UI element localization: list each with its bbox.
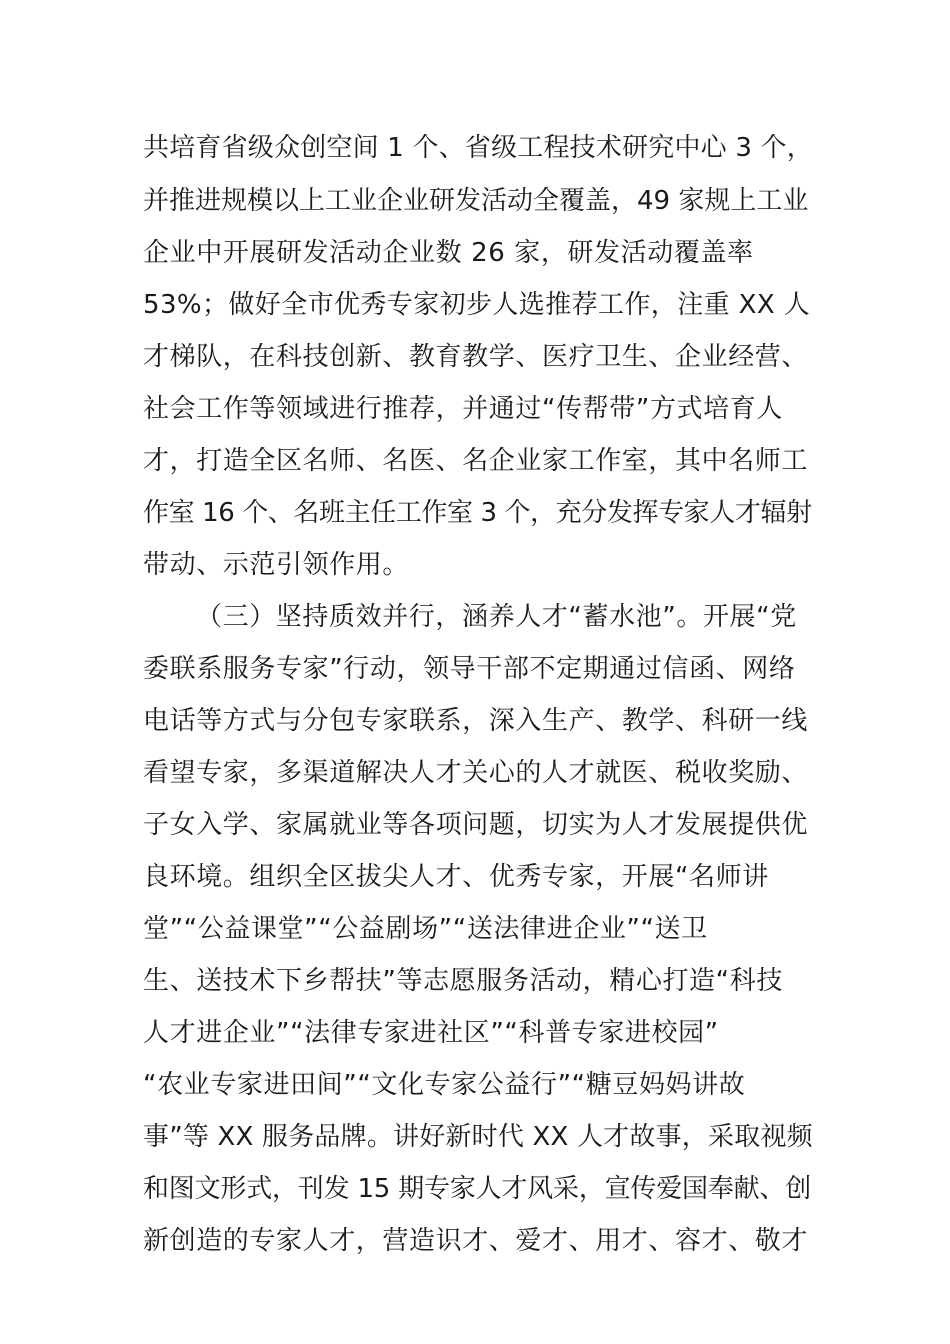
text-line: 子女入学、家属就业等各项问题，切实为人才发展提供优 xyxy=(143,810,809,840)
text-line: 才，打造全区名师、名医、名企业家工作室，其中名师工 xyxy=(143,446,809,476)
section-heading-line: （三）坚持质效并行，涵养人才“蓄水池”。开展“党 xyxy=(196,602,797,632)
text-line: 新创造的专家人才，营造识才、爱才、用才、容才、敬才 xyxy=(143,1226,809,1256)
text-line: 社会工作等领域进行推荐，并通过“传帮带”方式培育人 xyxy=(143,394,783,424)
text-line: 企业中开展研发活动企业数 26 家，研发活动覆盖率 xyxy=(143,238,754,268)
text-line: 和图文形式，刊发 15 期专家人才风采，宣传爱国奉献、创 xyxy=(143,1174,812,1204)
text-line: 共培育省级众创空间 1 个、省级工程技术研究中心 3 个， xyxy=(143,133,813,163)
text-line: 堂”“公益课堂”“公益剧场”“送法律进企业”“送卫 xyxy=(143,914,708,944)
text-line: 电话等方式与分包专家联系，深入生产、教学、科研一线 xyxy=(143,706,809,736)
text-line: “农业专家进田间”“文化专家公益行”“糖豆妈妈讲故 xyxy=(143,1070,746,1100)
text-line: 看望专家，多渠道解决人才关心的人才就医、税收奖励、 xyxy=(143,758,809,788)
text-line: 53%；做好全市优秀专家初步人选推荐工作，注重 XX 人 xyxy=(143,290,811,320)
text-line: 人才进企业”“法律专家进社区”“科普专家进校园” xyxy=(143,1018,719,1048)
text-line: 并推进规模以上工业企业研发活动全覆盖，49 家规上工业 xyxy=(143,186,809,216)
text-line: 良环境。组织全区拔尖人才、优秀专家，开展“名师讲 xyxy=(143,862,769,892)
text-line: 委联系服务专家”行动，领导干部不定期通过信函、网络 xyxy=(143,654,796,684)
text-line: 作室 16 个、名班主任工作室 3 个，充分发挥专家人才辐射 xyxy=(143,498,812,528)
text-line: 事”等 XX 服务品牌。讲好新时代 XX 人才故事，采取视频 xyxy=(143,1122,813,1152)
text-line: 才梯队，在科技创新、教育教学、医疗卫生、企业经营、 xyxy=(143,342,809,372)
text-line: 生、送技术下乡帮扶”等志愿服务活动，精心打造“科技 xyxy=(143,966,783,996)
text-line: 带动、示范引领作用。 xyxy=(143,550,410,580)
